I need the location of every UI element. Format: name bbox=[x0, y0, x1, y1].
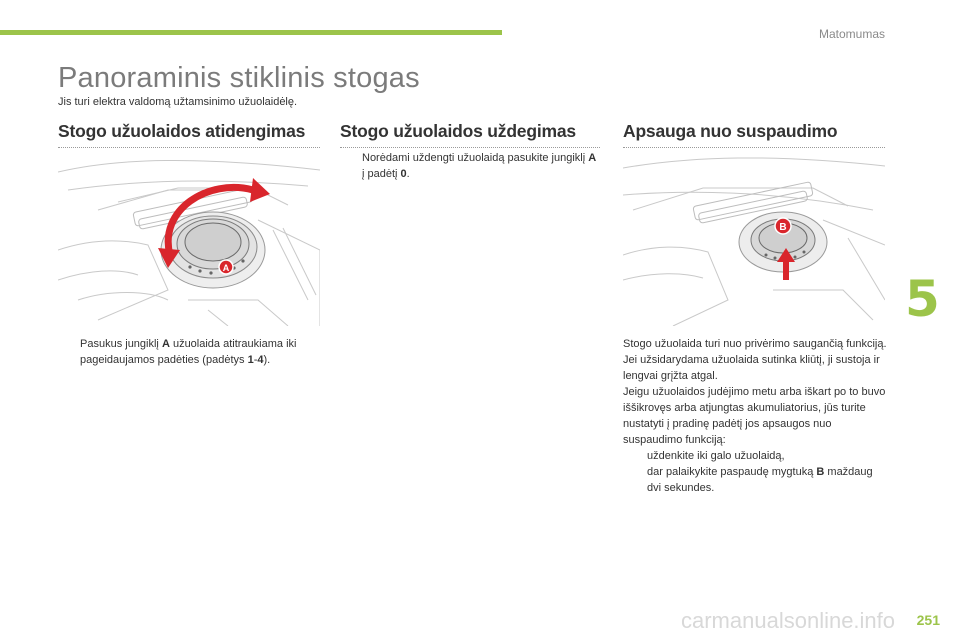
anti-pinch-button-illustration bbox=[623, 150, 885, 326]
anti-pinch-para-1: Stogo užuolaida turi nuo privėrimo saugančią funkciją. bbox=[623, 338, 887, 350]
page-number: 251 bbox=[916, 612, 940, 628]
anti-pinch-description bbox=[623, 336, 888, 496]
anti-pinch-para-2: Jei užsidarydama užuolaida sutinka kliūtį, ji sustoja ir lengvai grįžta atgal. bbox=[623, 354, 880, 382]
reset-step-1: uždenkite iki galo užuolaidą, bbox=[647, 450, 785, 462]
reset-step-2: dar palaikykite paspaudę mygtuką B maždaug dvi sekundes. bbox=[647, 466, 873, 494]
page-subtitle: Jis turi elektra valdomą užtamsinimo užuolaidėlę. bbox=[58, 96, 298, 108]
roof-switch-rotate-illustration bbox=[58, 150, 320, 326]
callout-a-label: A bbox=[222, 263, 230, 273]
heading-closing: Stogo užuolaidos uždegimas bbox=[340, 121, 600, 148]
accent-bar bbox=[0, 30, 502, 35]
page-title: Panoraminis stiklinis stogas bbox=[58, 62, 420, 94]
heading-opening: Stogo užuolaidos atidengimas bbox=[58, 121, 320, 148]
heading-anti-pinch: Apsauga nuo suspaudimo bbox=[623, 121, 885, 148]
opening-instruction: Pasukus jungiklį A užuolaida atitraukiama iki pageidaujamos padėties (padėtys 1-4). bbox=[80, 338, 297, 366]
chapter-number: 5 bbox=[905, 270, 940, 328]
anti-pinch-para-3: Jeigu užuolaidos judėjimo metu arba iškart po to buvo iššikrovęs arba atjungtas akumuliatorius, jūs turite nustatyti į pradinę padėtį jos apsaugos nuo suspaudimo funkciją: bbox=[623, 386, 886, 446]
callout-b-label: B bbox=[779, 222, 787, 233]
closing-instruction: Norėdami uždengti užuolaidą pasukite jungiklį A į padėtį 0. bbox=[362, 152, 597, 180]
watermark: carmanualsonline.info bbox=[681, 608, 896, 633]
section-name: Matomumas bbox=[818, 27, 885, 41]
